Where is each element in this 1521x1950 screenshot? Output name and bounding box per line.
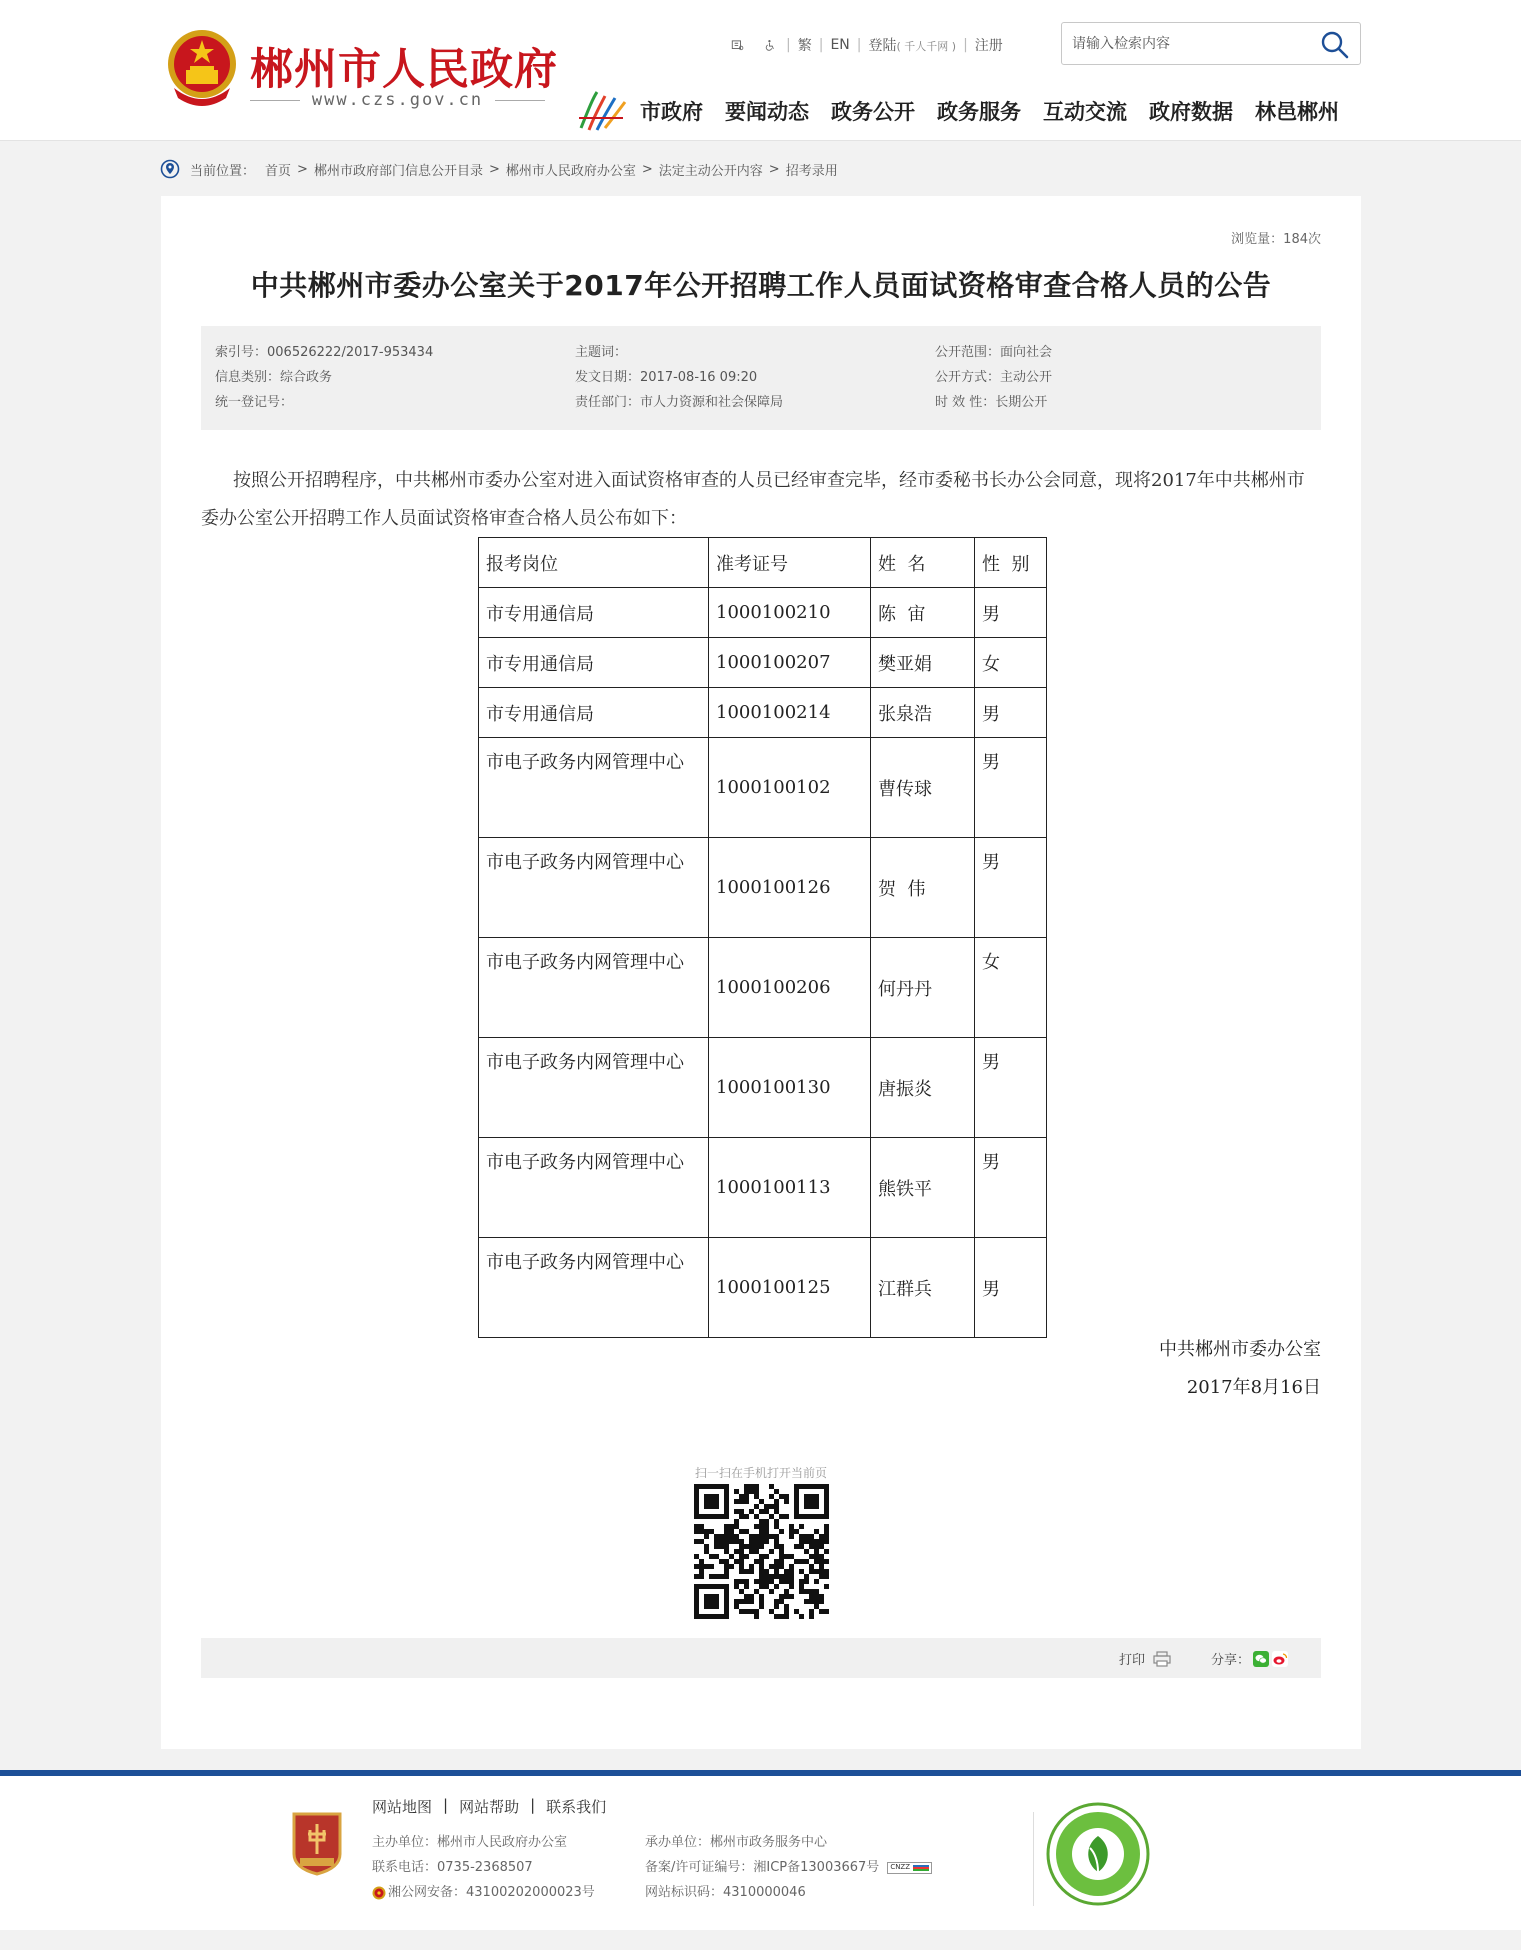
meta-reg-no: 统一登记号： <box>215 395 294 410</box>
qr-caption: 扫一扫在手机打开当前页 <box>694 1466 827 1480</box>
cell-position: 市电子政务内网管理中心 <box>479 938 709 1038</box>
site-name[interactable]: 郴州市人民政府 <box>250 45 558 95</box>
breadcrumb-separator: > <box>641 161 653 177</box>
cell-position: 市电子政务内网管理中心 <box>479 1238 709 1338</box>
divider <box>1033 1812 1034 1906</box>
table-row <box>479 1238 1047 1338</box>
cell-gender: 男 <box>975 1138 1047 1238</box>
nav-item-city-government[interactable]: 市政府 <box>640 100 703 124</box>
cell-name: 熊铁平 <box>871 1138 975 1238</box>
article-title: 中共郴州市委办公室关于2017年公开招聘工作人员面试资格审查合格人员的公告 <box>250 269 1272 302</box>
breadcrumb-separator: > <box>297 161 308 177</box>
meta-validity: 时 效 性：长期公开 <box>935 395 1048 410</box>
site-url: www.czs.gov.cn <box>311 90 484 110</box>
meta-column-3 <box>935 340 1052 415</box>
cell-name: 张泉浩 <box>871 688 975 738</box>
site-url-block <box>250 90 545 112</box>
cell-position: 市电子政务内网管理中心 <box>479 838 709 938</box>
nav-item-interaction[interactable]: 互动交流 <box>1043 100 1127 124</box>
cell-name: 唐振炎 <box>871 1038 975 1138</box>
candidates-table <box>478 537 1047 1338</box>
civilized-website-badge-icon[interactable] <box>1046 1802 1150 1906</box>
footer-operator: 承办单位：郴州市政务服务中心 <box>645 1835 828 1850</box>
footer-info-left <box>372 1830 595 1905</box>
table-row <box>479 838 1047 938</box>
footer-police-record[interactable] <box>372 1880 595 1905</box>
meta-column-1 <box>215 340 433 415</box>
sitemap-link[interactable]: 网站地图 <box>372 1798 433 1816</box>
meta-scope: 公开范围：面向社会 <box>935 345 1053 360</box>
breadcrumb <box>160 158 838 180</box>
cell-exam-no: 1000100207 <box>709 638 871 688</box>
cell-position: 市专用通信局 <box>479 588 709 638</box>
share-label: 分享： <box>1211 1653 1251 1668</box>
login-label: 登陆 <box>868 38 897 54</box>
footer-info-right <box>645 1830 932 1905</box>
nav-item-open-government[interactable]: 政务公开 <box>831 100 915 124</box>
weibo-icon[interactable] <box>1272 1651 1288 1667</box>
cell-position: 市电子政务内网管理中心 <box>479 738 709 838</box>
meta-info-type: 信息类别：综合政务 <box>215 370 333 385</box>
nav-item-government-data[interactable]: 政府数据 <box>1149 100 1233 124</box>
footer-phone: 联系电话：0735-2368507 <box>372 1860 533 1875</box>
meta-index-no: 索引号：006526222/2017-953434 <box>215 345 434 360</box>
cell-exam-no: 1000100126 <box>709 838 871 938</box>
cell-gender: 男 <box>975 1238 1047 1338</box>
cell-name: 何丹丹 <box>871 938 975 1038</box>
top-links <box>720 34 1010 56</box>
view-count: 浏览量：184次 <box>1231 232 1321 247</box>
cell-exam-no: 1000100125 <box>709 1238 871 1338</box>
cell-exam-no: 1000100206 <box>709 938 871 1038</box>
divider: | <box>856 37 862 53</box>
barrier-free-icon[interactable] <box>720 35 754 55</box>
cnzz-badge[interactable] <box>887 1862 932 1874</box>
footer-icp-text[interactable]: 备案/许可证编号：湘ICP备13003667号 <box>645 1860 880 1875</box>
footer-sponsor: 主办单位：郴州市人民政府办公室 <box>372 1835 568 1850</box>
cell-gender: 男 <box>975 738 1047 838</box>
breadcrumb-office[interactable]: 郴州市人民政府办公室 <box>505 163 636 179</box>
share-bar <box>201 1638 1321 1678</box>
footer-icp <box>645 1855 932 1880</box>
divider: | <box>786 37 791 53</box>
cell-gender: 男 <box>975 838 1047 938</box>
party-government-badge-icon[interactable] <box>290 1810 344 1876</box>
footer-links <box>372 1796 606 1817</box>
footer-police-text: 湘公网安备：43100202000023号 <box>388 1885 595 1900</box>
cell-gender: 男 <box>975 588 1047 638</box>
breadcrumb-separator: > <box>488 161 500 177</box>
print-button[interactable] <box>1119 1649 1171 1668</box>
footer-bottom-strip <box>0 1930 1521 1950</box>
table-row <box>479 588 1047 638</box>
cell-exam-no: 1000100102 <box>709 738 871 838</box>
cell-position: 市专用通信局 <box>479 688 709 738</box>
table-row <box>479 638 1047 688</box>
cell-name: 江群兵 <box>871 1238 975 1338</box>
site-footer <box>0 1776 1521 1930</box>
main-nav <box>640 96 1339 126</box>
signature-block <box>1159 1331 1321 1407</box>
cell-gender: 男 <box>975 1038 1047 1138</box>
cell-position: 市电子政务内网管理中心 <box>479 1038 709 1138</box>
article-card <box>161 196 1361 1749</box>
cell-name: 贺 伟 <box>871 838 975 938</box>
signature-org: 中共郴州市委办公室 <box>1159 1339 1321 1360</box>
search-box <box>1061 22 1361 65</box>
divider: | <box>818 37 824 53</box>
cell-name: 樊亚娟 <box>871 638 975 688</box>
table-row <box>479 738 1047 838</box>
footer-site-code: 网站标识码：4310000046 <box>645 1885 806 1900</box>
nav-item-news[interactable]: 要闻动态 <box>725 100 809 124</box>
table-row <box>479 688 1047 738</box>
login-note: ( 千人千网 ) <box>896 40 957 53</box>
traditional-chinese-link[interactable]: 繁 <box>797 38 812 54</box>
divider: | <box>530 1796 536 1814</box>
column-header-name: 姓 名 <box>871 538 975 588</box>
cell-exam-no: 1000100214 <box>709 688 871 738</box>
cell-name: 曹传球 <box>871 738 975 838</box>
meta-column-2 <box>575 340 783 415</box>
location-pin-icon <box>160 158 180 180</box>
cell-gender: 女 <box>975 938 1047 1038</box>
cell-gender: 男 <box>975 688 1047 738</box>
cell-position: 市电子政务内网管理中心 <box>479 1138 709 1238</box>
share-group <box>1211 1649 1288 1668</box>
search-input[interactable] <box>1072 32 1312 56</box>
cnzz-label: CNZZ <box>890 1863 911 1871</box>
qr-code-icon <box>694 1484 829 1619</box>
search-icon[interactable] <box>1320 30 1350 60</box>
divider <box>913 1865 929 1871</box>
article-meta <box>201 326 1321 430</box>
cell-position: 市专用通信局 <box>479 638 709 688</box>
breadcrumb-directory[interactable]: 郴州市政府部门信息公开目录 <box>313 163 483 179</box>
english-link[interactable]: EN <box>830 37 850 53</box>
breadcrumb-home[interactable]: 首页 <box>265 163 292 179</box>
accessibility-icon[interactable] <box>754 35 786 55</box>
city-logo-icon <box>575 88 631 136</box>
police-badge-icon <box>372 1886 386 1900</box>
table-header-row <box>479 538 1047 588</box>
site-header <box>0 0 1521 141</box>
breadcrumb-separator: > <box>768 161 780 177</box>
column-header-exam-no: 准考证号 <box>709 538 871 588</box>
divider: | <box>963 37 968 53</box>
login-link[interactable] <box>861 35 963 55</box>
divider <box>495 100 545 101</box>
article-intro: 按照公开招聘程序，中共郴州市委办公室对进入面试资格审查的人员已经审查完毕，经市委秘书长办公会同意，现将2017年中共郴州市委办公室公开招聘工作人员面试资格审查合格人员公布如下： <box>201 470 1305 529</box>
signature-date: 2017年8月16日 <box>1186 1377 1321 1398</box>
contact-link[interactable]: 联系我们 <box>546 1798 607 1816</box>
breadcrumb-recruitment[interactable]: 招考录用 <box>785 163 838 179</box>
printer-icon <box>1153 1651 1171 1667</box>
register-link[interactable]: 注册 <box>974 38 1003 54</box>
cell-name: 陈 宙 <box>871 588 975 638</box>
meta-pub-date: 发文日期：2017-08-16 09:20 <box>575 370 758 385</box>
breadcrumb-label: 当前位置： <box>190 163 256 179</box>
cell-gender: 女 <box>975 638 1047 688</box>
cell-exam-no: 1000100130 <box>709 1038 871 1138</box>
national-emblem-icon[interactable] <box>164 26 240 110</box>
nav-item-linyi-chenzhou[interactable]: 林邑郴州 <box>1255 100 1339 124</box>
nav-item-services[interactable]: 政务服务 <box>937 100 1021 124</box>
divider: | <box>443 1796 449 1814</box>
table-row <box>479 1138 1047 1238</box>
help-link[interactable]: 网站帮助 <box>459 1798 520 1816</box>
wechat-icon[interactable] <box>1253 1651 1269 1667</box>
print-label: 打印 <box>1119 1653 1146 1668</box>
column-header-position: 报考岗位 <box>479 538 709 588</box>
cell-exam-no: 1000100210 <box>709 588 871 638</box>
breadcrumb-statutory[interactable]: 法定主动公开内容 <box>658 163 763 179</box>
table-row <box>479 1038 1047 1138</box>
meta-dept: 责任部门：市人力资源和社会保障局 <box>575 395 784 410</box>
meta-method: 公开方式：主动公开 <box>935 370 1053 385</box>
table-row <box>479 938 1047 1038</box>
meta-keywords: 主题词： <box>575 345 628 360</box>
column-header-gender: 性 别 <box>975 538 1047 588</box>
cell-exam-no: 1000100113 <box>709 1138 871 1238</box>
